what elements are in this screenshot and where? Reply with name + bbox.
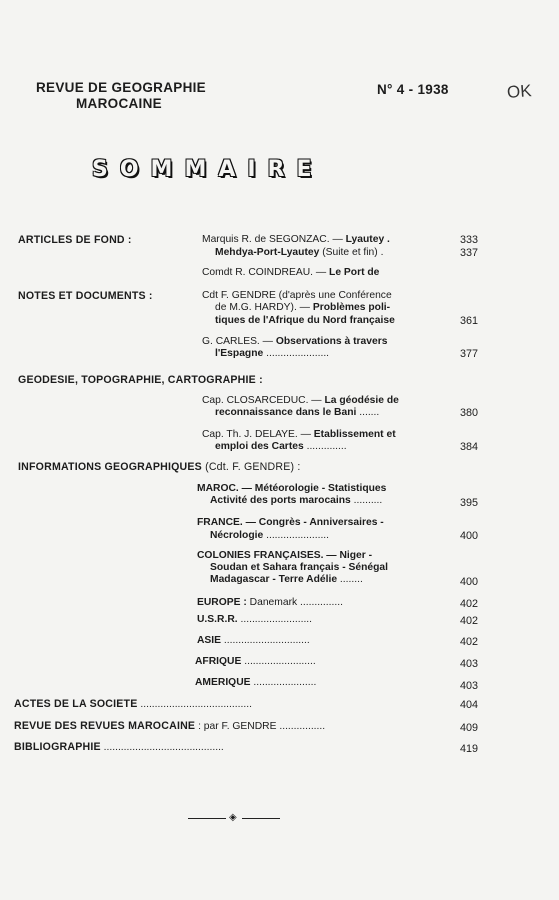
page-number: 403 — [459, 658, 478, 670]
entry-colonies-line2: Soudan et Sahara français - Sénégal — [210, 562, 388, 573]
page-number: 404 — [459, 699, 478, 711]
page-number: 333 — [459, 234, 478, 246]
section-informations: INFORMATIONS GEOGRAPHIQUES (Cdt. F. GENDRE) : — [18, 461, 301, 473]
page-number: 361 — [459, 315, 478, 327]
page-number: 400 — [459, 576, 478, 588]
entry-europe: EUROPE : Danemark ............... — [197, 597, 343, 608]
section-geodesie: GEODESIE, TOPOGRAPHIE, CARTOGRAPHIE : — [18, 374, 263, 386]
page-number: 380 — [459, 407, 478, 419]
entry-closarceduc-line2: reconnaissance dans le Bani ....... — [215, 407, 380, 418]
section-notes: NOTES ET DOCUMENTS : — [18, 290, 153, 302]
page-number: 419 — [459, 743, 478, 755]
section-revue: REVUE DES REVUES MAROCAINE : par F. GENDRE ................ — [14, 720, 326, 732]
journal-title-line2: MAROCAINE — [76, 96, 162, 111]
ornament-icon: ◈ — [229, 812, 237, 823]
page-number: 403 — [459, 680, 478, 692]
page-number: 409 — [459, 722, 478, 734]
entry-asie: ASIE .............................. — [197, 635, 310, 646]
handwritten-mark: OK — [506, 81, 533, 102]
entry-afrique: AFRIQUE ......................... — [195, 656, 316, 667]
section-actes: ACTES DE LA SOCIETE ....................................... — [14, 698, 252, 710]
entry-delaye-line2: emploi des Cartes .............. — [215, 441, 347, 452]
entry-gendre-line3: tiques de l'Afrique du Nord française — [215, 315, 395, 326]
entry-maroc-line2: Activité des ports marocains .......... — [210, 495, 383, 506]
entry-colonies-line3: Madagascar - Terre Adélie ........ — [210, 574, 363, 585]
entry-france-line2: Nécrologie ...................... — [210, 530, 330, 541]
page-number: 395 — [459, 497, 478, 509]
entry-gendre-line1: Cdt F. GENDRE (d'après une Conférence — [202, 290, 392, 301]
entry-amerique: AMERIQUE ...................... — [195, 677, 317, 688]
page-title: SOMMAIRE — [92, 157, 324, 182]
entry-maroc-line1: MAROC. — Météorologie - Statistiques — [197, 483, 387, 494]
journal-title-line1: REVUE DE GEOGRAPHIE — [36, 80, 206, 95]
page-number: 402 — [459, 636, 478, 648]
entry-segonzac-line2: Mehdya-Port-Lyautey (Suite et fin) . — [215, 247, 384, 258]
issue-number: N° 4 - 1938 — [377, 82, 449, 97]
page-number: 377 — [459, 348, 478, 360]
page-number: 384 — [459, 441, 478, 453]
page-number: 337 — [459, 247, 478, 259]
entry-ussr: U.S.R.R. ......................... — [197, 614, 313, 625]
entry-carles-line1: G. CARLES. — Observations à travers — [202, 336, 388, 347]
entry-gendre-line2: de M.G. HARDY). — Problèmes poli- — [215, 302, 391, 313]
page-number: 402 — [459, 598, 478, 610]
entry-colonies-line1: COLONIES FRANÇAISES. — Niger - — [197, 550, 373, 561]
entry-delaye-line1: Cap. Th. J. DELAYE. — Etablissement et — [202, 429, 396, 440]
section-articles: ARTICLES DE FOND : — [18, 234, 132, 246]
entry-closarceduc-line1: Cap. CLOSARCEDUC. — La géodésie de — [202, 395, 399, 406]
section-bibliographie: BIBLIOGRAPHIE .......................................... — [14, 741, 224, 753]
page-number: 402 — [459, 615, 478, 627]
page-number: 400 — [459, 530, 478, 542]
entry-coindreau: Comdt R. COINDREAU. — Le Port de — [202, 267, 380, 278]
entry-france-line1: FRANCE. — Congrès - Anniversaires - — [197, 517, 384, 528]
entry-carles-line2: l'Espagne ...................... — [215, 348, 330, 359]
entry-segonzac-line1: Marquis R. de SEGONZAC. — Lyautey . — [202, 234, 390, 245]
